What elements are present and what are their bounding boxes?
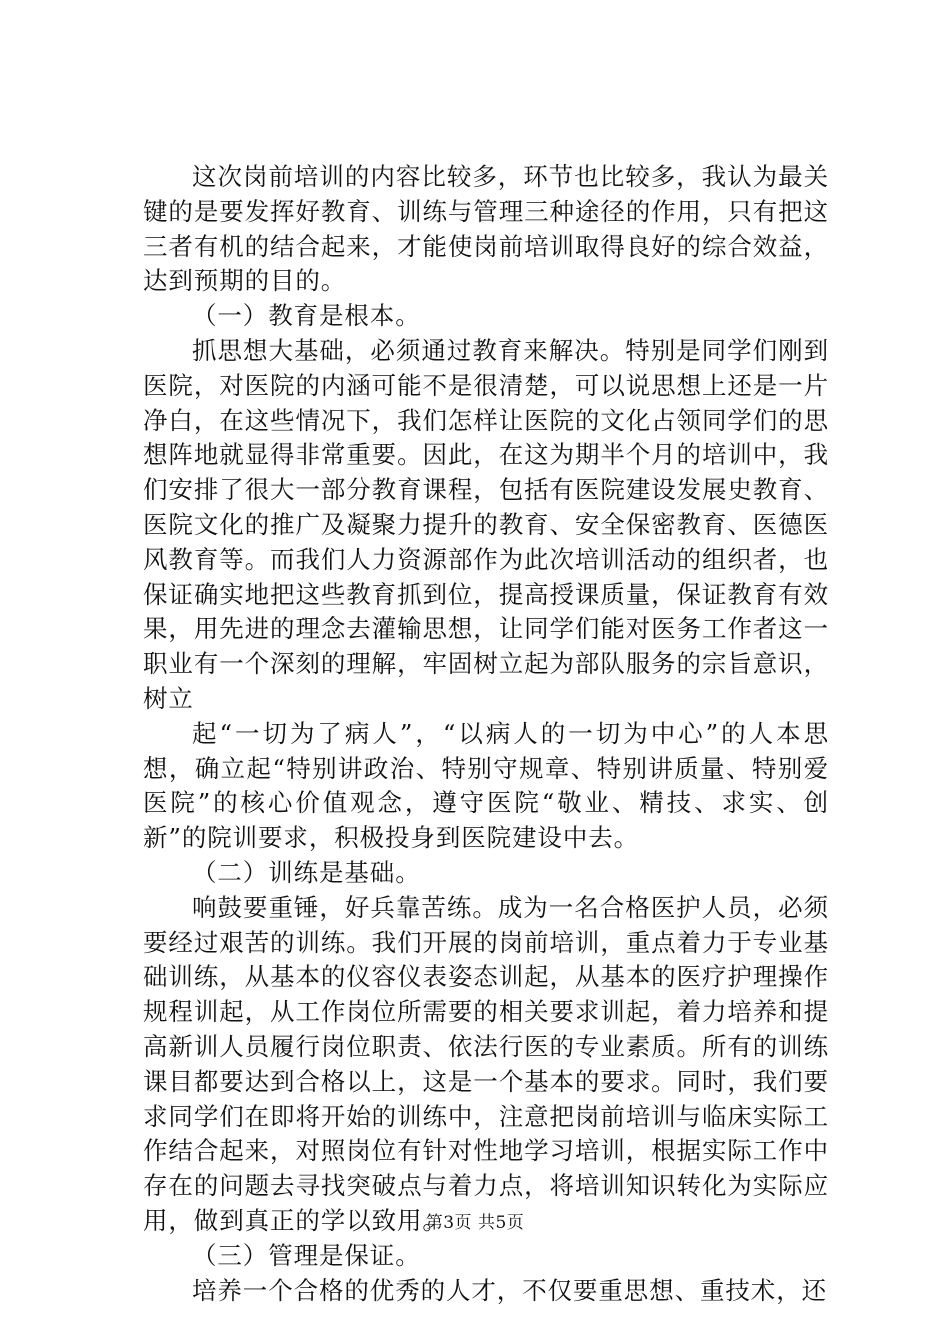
paragraph-values: 起“一切为了病人”，“以病人的一切为中心”的人本思想，确立起“特别讲政治、特别守规章、特别讲质量、特别爱医院”的核心价值观念，遵守医院“敬业、精技、求实、创新”的院训要求，积极投身到医院建设中去。 xyxy=(143,718,829,853)
section-heading-education: （一）教育是根本。 xyxy=(192,301,421,331)
section-heading-management: （三）管理是保证。 xyxy=(192,1240,421,1270)
paragraph-management: 培养一个合格的优秀的人才，不仅要重思想、重技术，还 xyxy=(192,1275,827,1305)
paragraph-education: 抓思想大基础，必须通过教育来解决。特别是同学们刚到医院，对医院的内涵可能不是很清楚，可以说思想上还是一片净白，在这些情况下，我们怎样让医院的文化占领同学们的思想阵地就显得非常重要。因此，在这为期半个月的培训中，我们安排了很大一部分教育课程，包括有医院建设发展史教育、医院文化的推广及凝聚力提升的教育、安全保密教育、医德医风教育等。而我们人力资源部作为此次培训活动的组织者，也保证确实地把这些教育抓到位，提高授课质量，保证教育有效果，用先进的理念去灌输思想，让同学们能对医务工作者这一职业有一个深刻的理解，牢固树立起为部队服务的宗旨意识，树立 xyxy=(143,335,829,713)
paragraph-training: 响鼓要重锤，好兵靠苦练。成为一名合格医护人员，必须要经过艰苦的训练。我们开展的岗前培训，重点着力于专业基础训练，从基本的仪容仪表姿态训起，从基本的医疗护理操作规程训起，从工作岗位所需要的相关要求训起，着力培养和提高新训人员履行岗位职责、依法行医的专业素质。所有的训练课目都要达到合格以上，这是一个基本的要求。同时，我们要求同学们在即将开始的训练中，注意把岗前培训与临床实际工作结合起来，对照岗位有针对性地学习培训，根据实际工作中存在的问题去寻找突破点与着力点，将培训知识转化为实际应用，做到真正的学以致用。 xyxy=(143,892,829,1235)
section-heading-training: （二）训练是基础。 xyxy=(192,857,421,887)
page-footer: 第3页 共5页 xyxy=(425,1213,525,1233)
paragraph-intro: 这次岗前培训的内容比较多，环节也比较多，我认为最关键的是要发挥好教育、训练与管理三种途径的作用，只有把这三者有机的结合起来，才能使岗前培训取得良好的综合效益，达到预期的目的。 xyxy=(143,162,829,296)
document-body xyxy=(143,160,829,1308)
